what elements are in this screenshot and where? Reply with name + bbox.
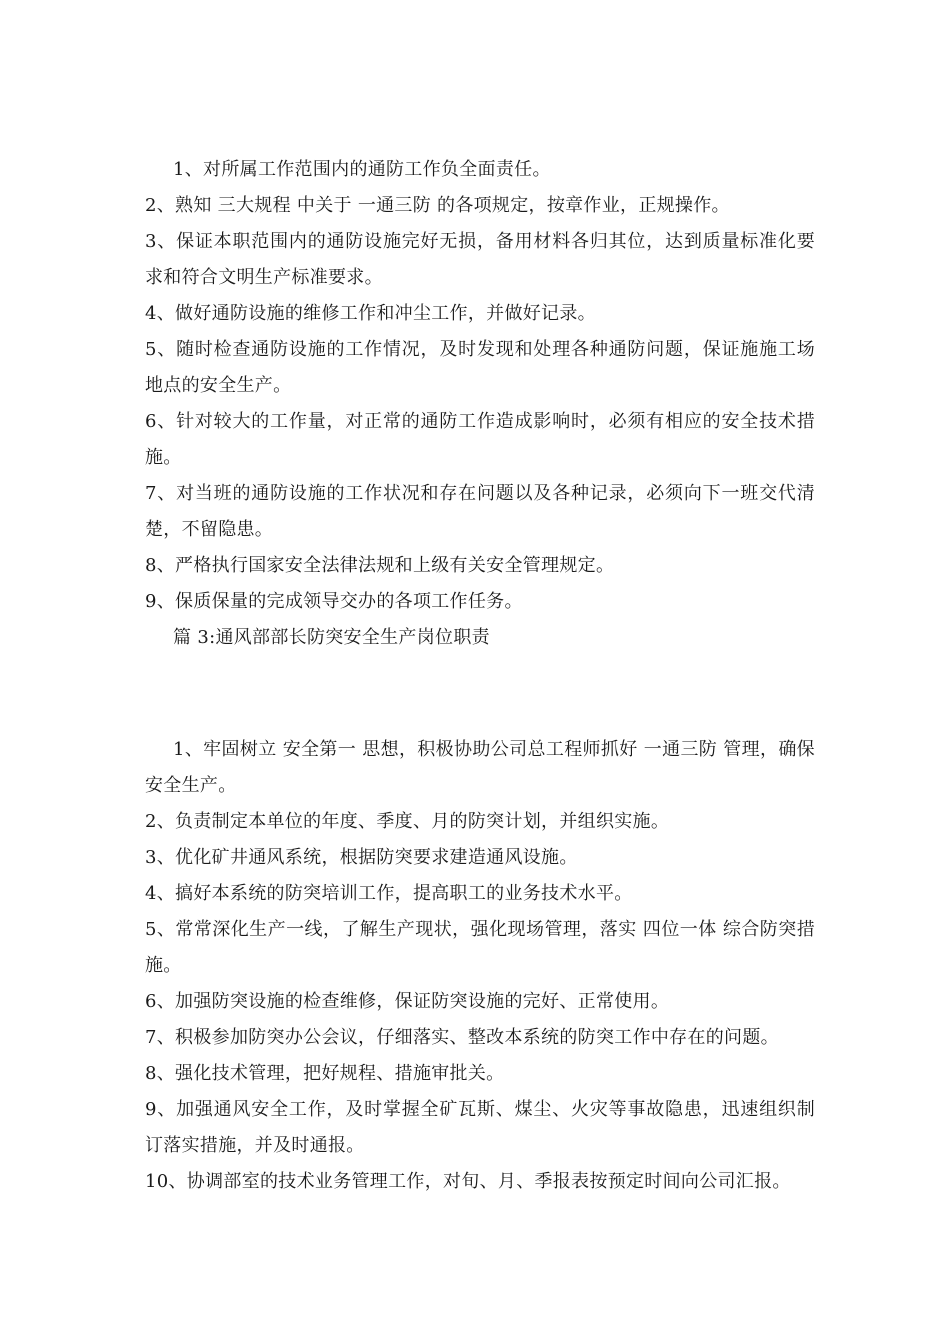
- section-spacer: [145, 656, 815, 732]
- duty-item-7: 7、对当班的通防设施的工作状况和存在问题以及各种记录，必须向下一班交代清楚，不留隐患。: [145, 483, 815, 540]
- section-heading: 篇 3:通风部部长防突安全生产岗位职责: [173, 627, 490, 648]
- responsibility-item-3: 3、优化矿井通风系统，根据防突要求建造通风设施。: [145, 847, 578, 868]
- document-body: [145, 152, 815, 1200]
- duty-item-6: 6、针对较大的工作量，对正常的通防工作造成影响时，必须有相应的安全技术措施。: [145, 411, 815, 468]
- duty-item-3: 3、保证本职范围内的通防设施完好无损，备用材料各归其位，达到质量标准化要求和符合文明生产标准要求。: [145, 231, 815, 288]
- responsibility-item-6: 6、加强防突设施的检查维修，保证防突设施的完好、正常使用。: [145, 991, 670, 1012]
- responsibility-item-4: 4、搞好本系统的防突培训工作，提高职工的业务技术水平。: [145, 883, 633, 904]
- duty-item-1: 1、对所属工作范围内的通防工作负全面责任。: [173, 159, 551, 180]
- responsibility-item-5: 5、常常深化生产一线，了解生产现状，强化现场管理，落实 四位一体 综合防突措施。: [145, 919, 815, 976]
- responsibility-item-9: 9、加强通风安全工作，及时掌握全矿瓦斯、煤尘、火灾等事故隐患，迅速组织制订落实措施，并及时通报。: [145, 1099, 815, 1156]
- duty-item-2: 2、熟知 三大规程 中关于 一通三防 的各项规定，按章作业，正规操作。: [145, 195, 730, 216]
- duty-item-4: 4、做好通防设施的维修工作和冲尘工作，并做好记录。: [145, 303, 596, 324]
- responsibility-item-7: 7、积极参加防突办公会议，仔细落实、整改本系统的防突工作中存在的问题。: [145, 1027, 779, 1048]
- responsibility-item-10: 10、协调部室的技术业务管理工作，对旬、月、季报表按预定时间向公司汇报。: [145, 1171, 791, 1192]
- duty-item-9: 9、保质保量的完成领导交办的各项工作任务。: [145, 591, 523, 612]
- duty-item-8: 8、严格执行国家安全法律法规和上级有关安全管理规定。: [145, 555, 615, 576]
- duty-item-5: 5、随时检查通防设施的工作情况，及时发现和处理各种通防问题，保证施施工场地点的安全生产。: [145, 339, 815, 396]
- responsibility-item-1: 1、牢固树立 安全第一 思想，积极协助公司总工程师抓好 一通三防 管理，确保安全生产。: [145, 739, 815, 796]
- responsibility-item-2: 2、负责制定本单位的年度、季度、月的防突计划，并组织实施。: [145, 811, 670, 832]
- responsibility-item-8: 8、强化技术管理，把好规程、措施审批关。: [145, 1063, 505, 1084]
